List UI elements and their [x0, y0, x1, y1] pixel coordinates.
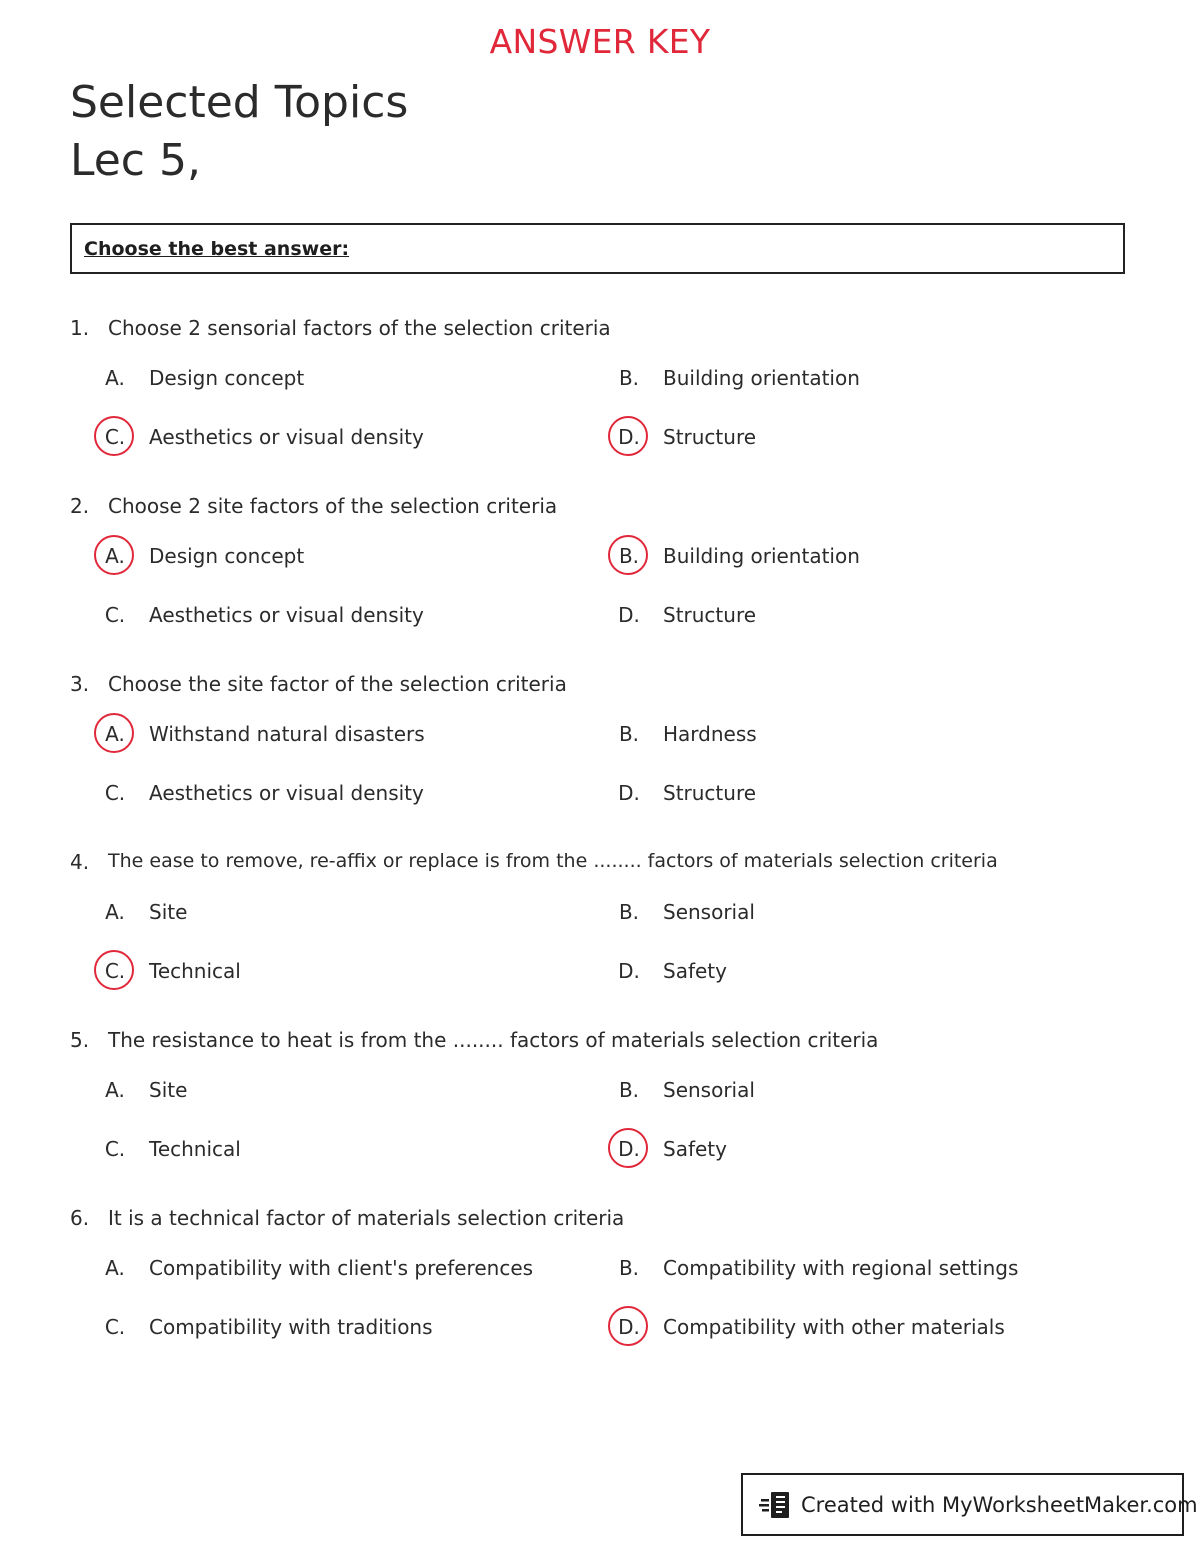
question-number: 6.	[70, 1206, 90, 1230]
question-3	[0, 672, 1200, 842]
question-6	[0, 1206, 1200, 1376]
option-text: Safety	[663, 959, 727, 983]
instruction-text: Choose the best answer:	[84, 238, 350, 260]
option-letter: B.	[618, 900, 640, 924]
option-letter: A.	[105, 1078, 125, 1102]
option-letter: C.	[104, 959, 126, 983]
option-letter: B.	[618, 544, 640, 568]
question-text: Choose the site factor of the selection criteria	[108, 672, 567, 696]
option-text: Technical	[149, 959, 241, 983]
option-letter: D.	[618, 781, 640, 805]
option-text: Structure	[663, 781, 757, 805]
question-number: 1.	[70, 316, 90, 340]
footer-text: Created with MyWorksheetMaker.com	[801, 1493, 1198, 1517]
option-letter: C.	[104, 1137, 126, 1161]
question-text: The resistance to heat is from the ........ factors of materials selection criteria	[108, 1028, 879, 1052]
option-letter: B.	[618, 1078, 640, 1102]
option-text: Withstand natural disasters	[149, 722, 425, 746]
option-text: Building orientation	[663, 366, 860, 390]
option-letter: C.	[104, 603, 126, 627]
option-text: Aesthetics or visual density	[149, 425, 424, 449]
question-text: It is a technical factor of materials selection criteria	[108, 1206, 625, 1230]
option-text: Aesthetics or visual density	[149, 781, 424, 805]
option-letter: A.	[105, 722, 125, 746]
option-text: Technical	[149, 1137, 241, 1161]
option-letter: B.	[618, 366, 640, 390]
option-letter: C.	[104, 781, 126, 805]
question-text: Choose 2 site factors of the selection criteria	[108, 494, 558, 518]
option-text: Compatibility with regional settings	[663, 1256, 1019, 1280]
option-text: Safety	[663, 1137, 727, 1161]
option-text: Hardness	[663, 722, 757, 746]
option-letter: C.	[104, 425, 126, 449]
option-text: Design concept	[149, 544, 305, 568]
instruction-box	[70, 223, 1125, 274]
option-letter: D.	[618, 1315, 640, 1339]
question-text: The ease to remove, re-affix or replace is from the ........ factors of materials selection criteria	[108, 850, 998, 872]
title-line-2: Lec 5,	[70, 135, 201, 186]
option-text: Design concept	[149, 366, 305, 390]
option-text: Compatibility with other materials	[663, 1315, 1005, 1339]
option-letter: A.	[105, 900, 125, 924]
option-text: Compatibility with traditions	[149, 1315, 433, 1339]
option-text: Compatibility with client's preferences	[149, 1256, 534, 1280]
question-number: 2.	[70, 494, 90, 518]
question-number: 5.	[70, 1028, 90, 1052]
page-title	[70, 74, 408, 190]
option-text: Site	[149, 900, 188, 924]
answer-key-label: ANSWER KEY	[489, 22, 711, 61]
option-text: Sensorial	[663, 1078, 755, 1102]
created-with-badge[interactable]	[741, 1473, 1198, 1536]
option-letter: B.	[618, 722, 640, 746]
title-line-1: Selected Topics	[70, 77, 409, 128]
option-text: Structure	[663, 603, 757, 627]
question-5	[0, 1028, 1200, 1198]
option-text: Structure	[663, 425, 757, 449]
myworksheetmaker-logo-icon	[759, 1490, 793, 1520]
option-letter: D.	[618, 1137, 640, 1161]
question-1	[0, 316, 1200, 486]
question-number: 4.	[70, 850, 90, 874]
question-text: Choose 2 sensorial factors of the selection criteria	[108, 316, 611, 340]
option-letter: A.	[105, 366, 125, 390]
option-letter: A.	[105, 1256, 125, 1280]
option-letter: C.	[104, 1315, 126, 1339]
option-text: Sensorial	[663, 900, 755, 924]
option-letter: B.	[618, 1256, 640, 1280]
question-4	[0, 850, 1200, 1020]
option-text: Building orientation	[663, 544, 860, 568]
option-letter: A.	[105, 544, 125, 568]
option-text: Site	[149, 1078, 188, 1102]
option-letter: D.	[618, 959, 640, 983]
option-text: Aesthetics or visual density	[149, 603, 424, 627]
option-letter: D.	[618, 603, 640, 627]
question-number: 3.	[70, 672, 90, 696]
option-letter: D.	[618, 425, 640, 449]
question-2	[0, 494, 1200, 664]
